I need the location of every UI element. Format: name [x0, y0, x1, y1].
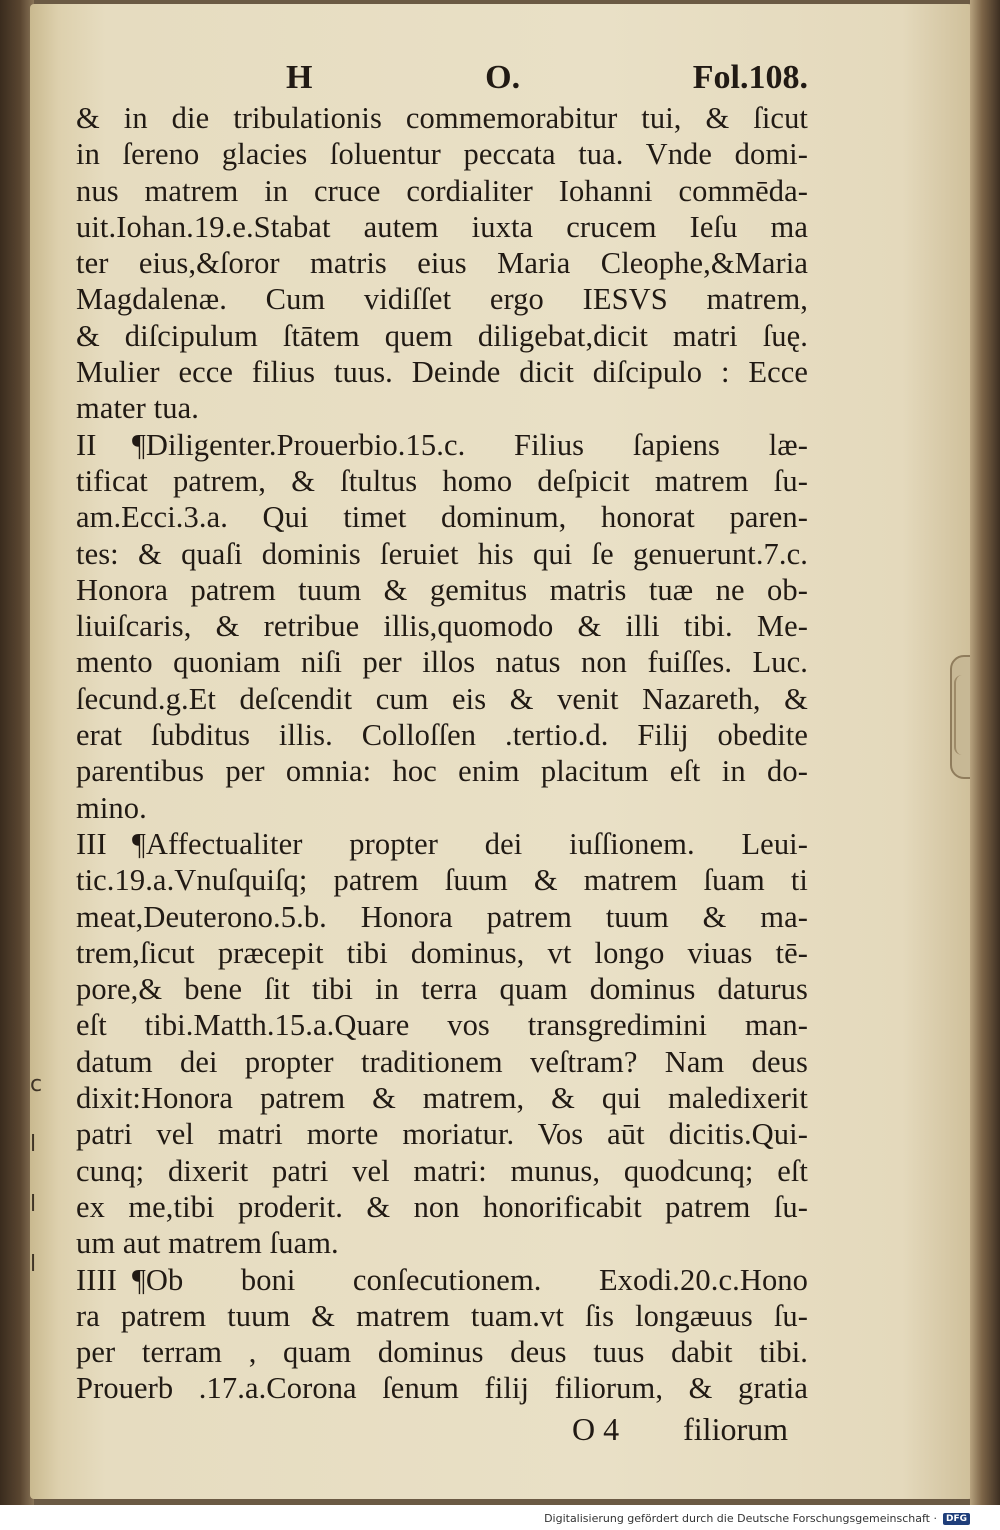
text-line: datum dei propter traditionem veſtram? Nam deus [76, 1044, 808, 1079]
section-line [76, 427, 808, 463]
text-line: parentibus per omnia: hoc enim placitum eſt in do- [76, 754, 808, 789]
section-numeral: II [76, 427, 97, 462]
text-line: meat,Deuterono.5.b. Honora patrem tuum & ma- [76, 899, 808, 934]
text-line: per terram , quam dominus deus tuus dabit tibi. [76, 1335, 808, 1370]
signature-mark: O 4 [572, 1410, 620, 1447]
page-text [76, 60, 808, 1447]
text-line: uit.Iohan.19.e.Stabat autem iuxta crucem Ieſu ma [76, 209, 808, 244]
text-line: & in die tribulationis commemorabitur tui, & ſicut [76, 101, 808, 135]
book-cover-left [0, 0, 34, 1505]
section-line [76, 826, 808, 862]
page-footer [76, 1411, 808, 1447]
text-line: tic.19.a.Vnuſquiſq; patrem ſuum & matrem ſuam ti [76, 863, 808, 898]
text-line: nus matrem in cruce cordialiter Iohanni commēda- [76, 173, 808, 208]
text-line: trem,ſicut præcepit tibi dominus, vt longo viuas tē- [76, 935, 808, 970]
left-margin-fragments: c l l l [30, 1072, 43, 1277]
running-head [286, 60, 808, 100]
text-line: patri vel matri morte moriatur. Vos aūt dicitis.Qui- [76, 1117, 808, 1152]
text-line: ¶Ob boni conſecutionem. Exodi.20.c.Hono [132, 1262, 808, 1297]
book-cover-right [970, 0, 1000, 1505]
text-line: ra patrem tuum & matrem tuam.vt ſis longæuus ſu- [76, 1298, 808, 1333]
text-line: Mulier ecce filius tuus. Deinde dicit diſcipulo : Ecce [76, 355, 808, 390]
section-numeral: IIII [76, 1262, 118, 1297]
text-line: pore,& bene ſit tibi in terra quam dominus daturus [76, 972, 808, 1007]
section-line [76, 1262, 808, 1298]
bookmark-tab-fold [954, 675, 970, 755]
text-line: mino. [76, 790, 147, 825]
folio-number: Fol.108. [692, 59, 808, 96]
text-line: eſt tibi.Matth.15.a.Quare vos transgredimini man- [76, 1008, 808, 1043]
text-line: am.Ecci.3.a. Qui timet dominum, honorat paren- [76, 500, 808, 535]
text-line: um aut matrem ſuam. [76, 1226, 339, 1261]
text-line: ¶Affectualiter propter dei iuſſionem. Leui- [132, 826, 808, 861]
section-numeral: III [76, 826, 107, 861]
digitization-credit [544, 1512, 970, 1525]
text-line: mento quoniam niſi per illos natus non fuiſſes. Luc. [76, 645, 808, 680]
credit-text: Digitalisierung gefördert durch die Deutsche Forschungsgemeinschaft · [544, 1512, 937, 1525]
text-line: liuiſcaris, & retribue illis,quomodo & illi tibi. Me- [76, 609, 808, 644]
text-line: cunq; dixerit patri vel matri: munus, quodcunq; eſt [76, 1153, 808, 1188]
running-head-letter-o: O. [485, 59, 521, 96]
text-line: ¶Diligenter.Prouerbio.15.c. Filius ſapiens læ- [132, 427, 808, 462]
catchword: filiorum [683, 1410, 788, 1447]
text-line: in ſereno glacies ſoluentur peccata tua. Vnde domi- [76, 137, 808, 172]
text-line: Prouerb .17.a.Corona ſenum filij filiorum, & gratia [76, 1371, 808, 1406]
text-line: erat ſubditus illis. Colloſſen .tertio.d. Filij obedite [76, 718, 808, 753]
text-line: ſecund.g.Et deſcendit cum eis & venit Nazareth, & [76, 681, 808, 716]
running-head-letter: H [286, 59, 313, 96]
text-line: ex me,tibi proderit. & non honorificabit patrem ſu- [76, 1189, 808, 1224]
text-line: mater tua. [76, 391, 199, 426]
text-line: Honora patrem tuum & gemitus matris tuæ ne ob- [76, 572, 808, 607]
text-line: Magdalenæ. Cum vidiſſet ergo IESVS matrem, [76, 282, 808, 317]
text-line: & diſcipulum ſtātem quem diligebat,dicit matri ſuę. [76, 318, 808, 353]
text-line: tificat patrem, & ſtultus homo deſpicit matrem ſu- [76, 463, 808, 498]
text-line: tes: & quaſi dominis ſeruiet his qui ſe genuerunt.7.c. [76, 536, 808, 571]
dfg-logo: DFG [943, 1513, 970, 1525]
text-line: ter eius,&ſoror matris eius Maria Cleophe,&Maria [76, 246, 808, 281]
text-line: dixit:Honora patrem & matrem, & qui maledixerit [76, 1081, 808, 1116]
